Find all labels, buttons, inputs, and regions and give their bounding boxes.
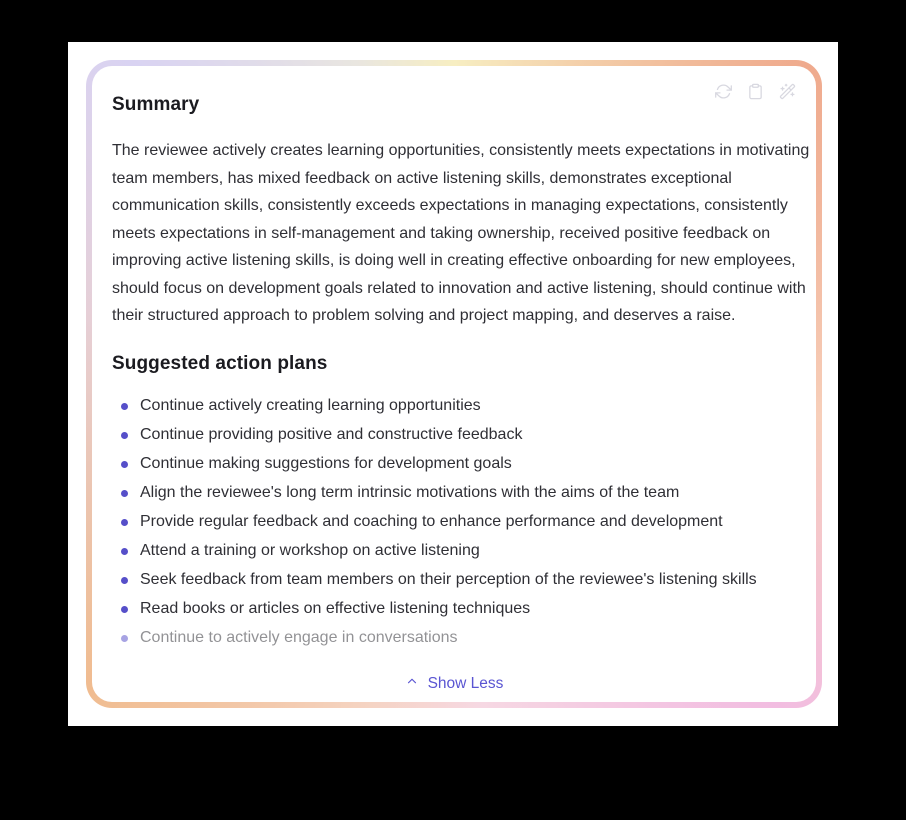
summary-paragraph: The reviewee actively creates learning opportunities, consistently meets expectations in motivating team members, has mixed feedback on active listening skills, demonstrates exceptional communication skills, consistently exceeds expectations in managing expectations, consistently meets expectations in self-management and taking ownership, received positive feedback on improving active listening skills, is doing well in creating effective onboarding for new employees, should focus on development goals related to innovation and active listening, should continue with their structured approach to problem solving and project mapping, and deserves a raise. xyxy=(112,142,810,324)
list-item xyxy=(112,566,794,595)
list-item xyxy=(112,479,794,508)
bullet-icon xyxy=(121,432,128,439)
bullet-icon xyxy=(121,403,128,410)
content-panel xyxy=(68,42,838,726)
regenerate-ai-button[interactable] xyxy=(778,84,796,102)
bullet-icon xyxy=(121,635,128,642)
summary-card-body xyxy=(92,66,816,702)
action-plans-heading: Suggested action plans xyxy=(112,352,328,374)
list-item-label: Continue to actively engage in conversations xyxy=(140,629,458,646)
list-item-label: Continue making suggestions for development goals xyxy=(140,455,512,472)
bullet-icon xyxy=(121,519,128,526)
summary-heading: Summary xyxy=(112,94,200,115)
card-toolbar xyxy=(714,84,796,102)
bullet-icon xyxy=(121,461,128,468)
refresh-icon xyxy=(715,83,732,103)
clipboard-icon xyxy=(747,83,764,103)
refresh-button[interactable] xyxy=(714,84,732,102)
list-item-label: Attend a training or workshop on active listening xyxy=(140,542,480,559)
show-less-label: Show Less xyxy=(427,674,504,692)
bullet-icon xyxy=(121,490,128,497)
list-item xyxy=(112,421,794,450)
list-item xyxy=(112,595,794,624)
chevron-up-icon xyxy=(405,674,419,693)
magic-wand-icon xyxy=(779,83,796,103)
copy-to-clipboard-button[interactable] xyxy=(746,84,764,102)
list-item-label: Continue providing positive and constructive feedback xyxy=(140,426,523,443)
list-item xyxy=(112,624,794,653)
list-item-label: Continue actively creating learning opportunities xyxy=(140,397,481,414)
bullet-icon xyxy=(121,577,128,584)
list-item xyxy=(112,537,794,566)
list-item xyxy=(112,450,794,479)
list-item-label: Seek feedback from team members on their perception of the reviewee's listening skills xyxy=(140,571,757,588)
bullet-icon xyxy=(121,548,128,555)
bullet-icon xyxy=(121,606,128,613)
list-item xyxy=(112,392,794,421)
action-plans-list xyxy=(112,392,794,653)
summary-card xyxy=(86,60,822,708)
list-item-label: Align the reviewee's long term intrinsic motivations with the aims of the team xyxy=(140,484,680,501)
list-item-label: Provide regular feedback and coaching to enhance performance and development xyxy=(140,513,723,530)
list-item-label: Read books or articles on effective listening techniques xyxy=(140,600,531,617)
list-item xyxy=(112,508,794,537)
show-less-button[interactable] xyxy=(92,674,816,693)
